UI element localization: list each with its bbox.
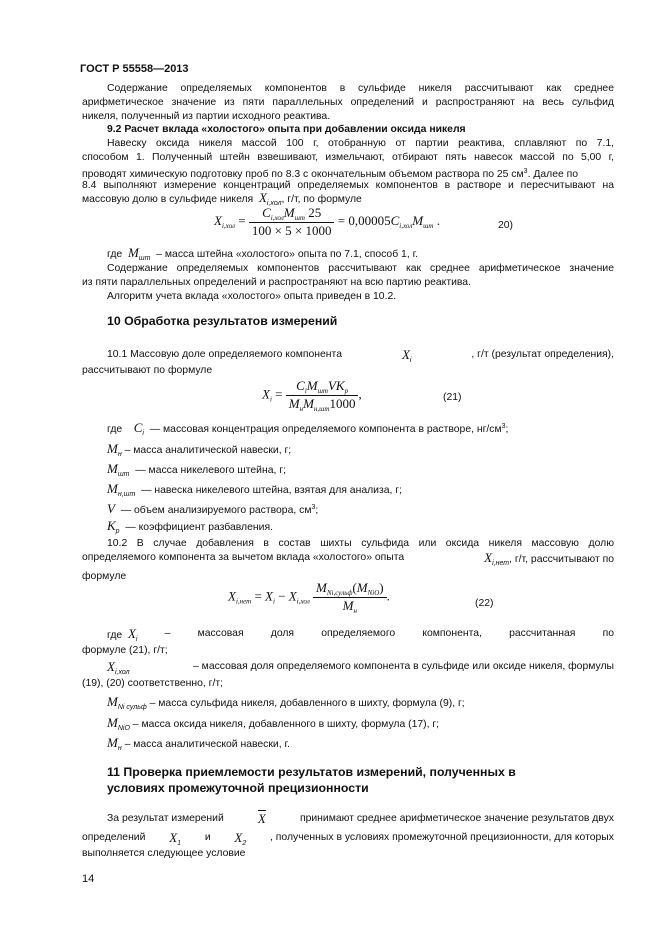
- definition-line: $K_p$ — коэффициент разбавления.: [107, 518, 273, 535]
- paragraph-line: определяемого компонента за вычетом вклада «холостого» опыта $X_{i,нет}$, г/т, рассчитывают по: [82, 550, 614, 567]
- equation-22: $X_{i,нет} = X_i - X_{i,хол}$ $\frac{M_{Ni,сульф}(M_{NiO})}{M_н}$ .: [228, 580, 390, 615]
- where-m: где $M_{шт}$ – масса штейна «холостого» опыта по 7.1, способ 1, г.: [107, 245, 419, 262]
- definition-line: где $X_i$ – массовая доля определяемого компонента, рассчитанная по: [107, 626, 614, 643]
- paragraph-line: 10.1 Массовую доле определяемого компонента $X_i$ , г/т (результат определения),: [107, 347, 614, 364]
- definition-line: $M_н$ – масса аналитической навески, г;: [107, 441, 292, 458]
- paragraph-line: Содержание определяемых компонентов рассчитывают как среднее арифметическое значение: [107, 263, 614, 274]
- paragraph-line: Алгоритм учета вклада «холостого» опыта приведен в 10.2.: [107, 291, 397, 302]
- equation-number: (21): [443, 392, 462, 403]
- definition-line: где $C_i$ — массовая концентрация определяемого компонента в растворе, $нг/см^3$;: [107, 420, 509, 437]
- definition-line: V — объем анализируемого раствора, $см^3$;: [107, 501, 319, 516]
- paragraph-line: формуле: [82, 571, 127, 582]
- paragraph-line: массовую долю в сульфиде никеля $X_{i,хол}$, г/т, по формуле: [82, 190, 362, 207]
- definition-line: $M_н$ – масса аналитической навески, г.: [107, 735, 290, 752]
- paragraph-line: 10.2 В случае добавления в состав шихты сульфида или оксида никеля массовую долю: [107, 538, 614, 549]
- equation-20: $X_{i,хол}$ = $\frac{C_{i,хол}M_{шт} 25}{100 \times 5 \times 1000}$ = $0,00005C_{i,хол}M_{шт}$ .: [214, 205, 440, 238]
- equation-number: 20): [498, 220, 514, 231]
- paragraph-line: никеля, полученный из партии исходного реактива.: [82, 111, 331, 122]
- page-number: 14: [82, 873, 95, 885]
- paragraph-line: способом 1. Полученный штейн взвешивают, измельчают, отбирают пять навесок массой по 5,00 г,: [82, 152, 614, 163]
- definition-line: $M_{Ni сульф}$ – масса сульфида никеля, добавленного в шихту, формула (9), г;: [107, 694, 465, 711]
- paragraph-line: За результат измерений $\overline{X}$ принимают среднее арифметическое значение результатов двух: [107, 811, 614, 826]
- paragraph-line: рассчитывают по формуле: [82, 365, 213, 376]
- paragraph-line: арифметическое значение из пяти параллельных определений и распространяют на весь сульфид: [82, 97, 614, 108]
- paragraph-line: выполняется следующее условие: [82, 848, 246, 859]
- definition-line: $M_{NiO}$ – масса оксида никеля, добавленного в шихту, формула (17), г;: [107, 715, 440, 732]
- paragraph-line: Навеску оксида никеля массой 100 г, отобранную от партии реактива, сплавляют по 7.1,: [107, 138, 614, 149]
- paragraph-line: Содержание определяемых компонентов в сульфиде никеля рассчитывают как среднее: [107, 83, 614, 94]
- equation-21: $X_i$ = $\frac{C_iM_{шт}VK_p}{M_нM_{н,шт}1000}$ ,: [262, 378, 362, 413]
- section-11-heading: условиях промежуточной прецизионности: [107, 781, 369, 795]
- equation-number: (22): [475, 598, 494, 609]
- definition-line: формуле (21), г/т;: [82, 645, 168, 656]
- paragraph-line: из пяти параллельных определений и распространяют на всю партию реактива.: [82, 277, 471, 288]
- definition-line: $M_{н,шт}$ — навеска никелевого штейна, взятая для анализа, г;: [107, 481, 402, 498]
- definition-line: (19), (20) соответственно, г/т;: [82, 678, 223, 689]
- paragraph-line: 8.4 выполняют измерение концентраций определяемых компонентов в растворе и пересчитывают на: [82, 180, 614, 191]
- paragraph-line: проводят химическую подготовку проб по 8.3 с окончательным объемом раствора по 25 $см^3$. Далее по: [82, 168, 579, 180]
- definition-line: $M_{шт}$ — масса никелевого штейна, г;: [107, 461, 286, 478]
- section-9-2-heading: 9.2 Расчет вклада «холостого» опыта при добавлении оксида никеля: [107, 124, 466, 135]
- section-11-heading: 11 Проверка приемлемости результатов измерений, полученных в: [107, 765, 516, 779]
- paragraph-line: определений $X_1$ и $X_2$ , полученных в условиях промежуточной прецизионности, для которых: [82, 830, 614, 847]
- section-10-heading: 10 Обработка результатов измерений: [107, 314, 338, 328]
- document-header: ГОСТ Р 55558—2013: [80, 63, 189, 75]
- definition-line: $X_{i,хол}$ – массовая доля определяемого компонента в сульфиде или оксиде никеля, формулы: [107, 659, 614, 676]
